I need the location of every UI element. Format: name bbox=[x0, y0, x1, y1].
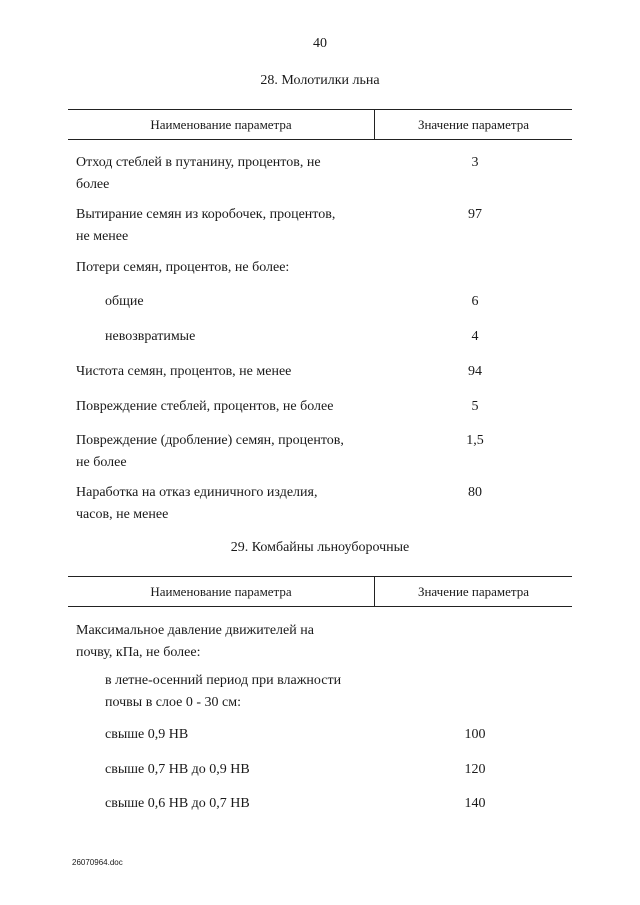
row-value: 94 bbox=[468, 364, 482, 379]
row-value: 5 bbox=[471, 399, 479, 414]
row-name: Повреждение (дробление) семян, процентов, не более bbox=[76, 433, 344, 470]
header-parameter-value: Значение параметра bbox=[417, 584, 530, 599]
section-title-29: 29. Комбайны льноуборочные bbox=[230, 540, 410, 555]
row-value: 4 bbox=[471, 329, 479, 344]
row-name: Потери семян, процентов, не более: bbox=[76, 260, 290, 275]
row-value: 6 bbox=[471, 294, 479, 309]
header-parameter-value: Значение параметра bbox=[417, 117, 530, 132]
row-name: свыше 0,9 НВ bbox=[105, 727, 189, 742]
row-name: Чистота семян, процентов, не менее bbox=[76, 364, 292, 379]
row-value: 100 bbox=[464, 727, 486, 742]
row-name: Отход стеблей в путанину, процентов, не более bbox=[76, 155, 321, 192]
row-value: 120 bbox=[464, 762, 486, 777]
table-header-29 bbox=[68, 576, 572, 607]
row-value: 80 bbox=[468, 485, 482, 500]
row-name: Наработка на отказ единичного изделия, часов, не менее bbox=[76, 485, 318, 522]
footer-filename: 26070964.doc bbox=[72, 858, 123, 867]
row-name: свыше 0,6 НВ до 0,7 НВ bbox=[105, 796, 250, 811]
row-name: в летне-осенний период при влажности почвы в слое 0 - 30 см: bbox=[105, 673, 342, 710]
row-value: 3 bbox=[471, 155, 479, 170]
section-title-28: 28. Молотилки льна bbox=[260, 73, 380, 88]
header-parameter-name: Наименование параметра bbox=[68, 577, 375, 606]
row-name: Максимальное давление движителей на почву, кПа, не более: bbox=[76, 623, 314, 660]
row-name: общие bbox=[105, 294, 144, 309]
row-value: 140 bbox=[464, 796, 486, 811]
row-name: Вытирание семян из коробочек, процентов, не менее bbox=[76, 207, 336, 244]
row-name: Повреждение стеблей, процентов, не более bbox=[76, 399, 334, 414]
table-header-28 bbox=[68, 109, 572, 140]
row-value: 1,5 bbox=[466, 433, 484, 448]
page-number: 40 bbox=[313, 36, 327, 51]
row-name: свыше 0,7 НВ до 0,9 НВ bbox=[105, 762, 250, 777]
header-parameter-name: Наименование параметра bbox=[68, 110, 375, 139]
row-name: невозвратимые bbox=[105, 329, 196, 344]
row-value: 97 bbox=[468, 207, 482, 222]
